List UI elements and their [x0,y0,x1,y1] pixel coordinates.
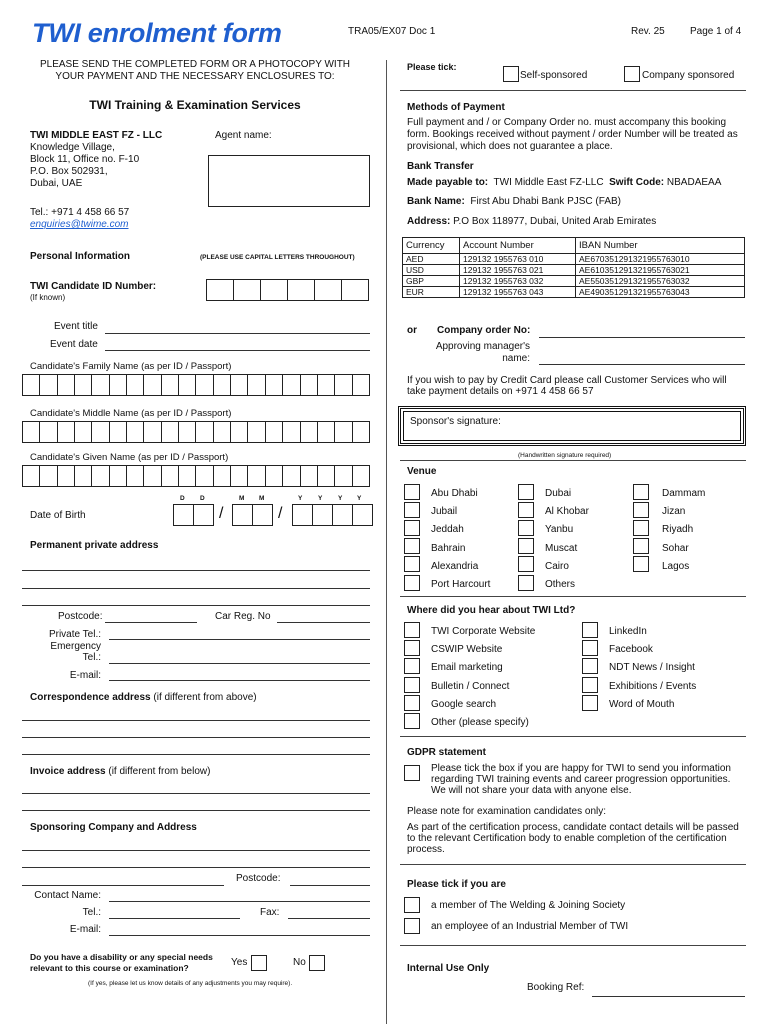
bank-cell: AE670351291321955763010 [576,254,745,265]
dob-letter: D [180,495,185,502]
sponsor-signature-label: Sponsor's signature: [403,411,741,441]
employee-checkbox[interactable] [404,918,420,934]
permanent-address-line[interactable] [22,605,370,606]
internal-use-heading: Internal Use Only [407,963,490,974]
venue-checkbox[interactable] [518,484,534,500]
bank-cell: 129132 1955763 010 [460,254,576,265]
venue-label: Sohar [662,543,689,554]
invoice-note: (if different from below) [105,766,211,777]
venue-checkbox[interactable] [633,484,649,500]
bank-cell: USD [403,265,460,276]
dob-letter: Y [338,495,343,502]
table-row [403,265,745,276]
section-rule [400,596,746,597]
address-line: Knowledge Village, [30,142,115,153]
agent-name-box[interactable] [208,155,370,207]
fax-label: Fax: [260,907,280,918]
venue-checkbox[interactable] [518,575,534,591]
hear-label: Email marketing [431,662,503,673]
disability-question-line-2: relevant to this course or examination? [30,963,189,973]
bank-name-row [407,196,621,207]
venue-checkbox[interactable] [518,502,534,518]
self-sponsored-label: Self-sponsored [520,70,588,81]
venue-checkbox[interactable] [404,502,420,518]
venue-heading: Venue [407,466,437,477]
address-line: Dubai, UAE [30,178,83,189]
permanent-address-heading: Permanent private address [30,540,159,551]
gdpr-text [431,763,731,796]
invoice-address-line[interactable] [22,810,370,811]
bank-address-value: P.O Box 118977, Dubai, United Arab Emirates [453,216,657,227]
venue-label: Al Khobar [545,506,589,517]
signature-note: (Handwritten signature required) [518,452,612,459]
given-name-label: Candidate's Given Name (as per ID / Passport) [30,452,229,463]
hear-checkbox[interactable] [582,622,598,638]
approving-manager-label-line-1: Approving manager's [435,341,530,352]
section-rule [400,736,746,737]
event-date-label: Event date [50,339,98,350]
venue-checkbox[interactable] [404,556,420,572]
hear-heading: Where did you hear about TWI Ltd? [407,605,576,616]
company-order-label: Company order No: [437,325,531,336]
emergency-tel-label-line-1: Emergency [50,641,101,652]
venue-checkbox[interactable] [633,538,649,554]
company-name: TWI MIDDLE EAST FZ - LLC [30,130,163,141]
family-name-input[interactable] [22,374,370,396]
payable-row [407,177,721,188]
disability-no-checkbox[interactable] [309,955,325,971]
correspondence-note: (if different from above) [150,692,257,703]
if-known-note: (If known) [30,293,66,302]
sponsor-tel-input[interactable] [109,918,240,919]
sponsor-signature-box[interactable] [398,406,746,446]
company-tel: Tel.: +971 4 458 66 57 [30,207,130,218]
emergency-tel-label [30,641,101,663]
hear-label: Other (please specify) [431,717,529,728]
middle-name-label: Candidate's Middle Name (as per ID / Passport) [30,408,232,419]
form-title: TWI enrolment form [32,18,282,48]
fax-input[interactable] [288,918,370,919]
gdpr-text-line: regarding TWI training events and career progression opportunities. [431,774,731,785]
column-divider [386,60,387,1024]
contact-name-input[interactable] [109,901,370,902]
yes-label: Yes [231,957,248,968]
exam-note: Please note for examination candidates only: [407,806,607,817]
sponsoring-address-line[interactable] [22,850,370,851]
hear-label: Google search [431,699,497,710]
doc-ref: TRA05/EX07 Doc 1 [348,26,436,37]
section-rule [400,945,746,946]
middle-name-input[interactable] [22,421,370,443]
sponsor-postcode-input[interactable] [290,885,370,886]
bank-table [402,237,745,298]
invoice-heading [30,766,210,777]
sponsor-postcode-label: Postcode: [236,873,281,884]
venue-label: Riyadh [662,524,694,535]
venue-checkbox[interactable] [633,520,649,536]
disability-yes-checkbox[interactable] [251,955,267,971]
bank-cell: GBP [403,276,460,287]
sponsoring-heading: Sponsoring Company and Address [30,822,197,833]
venue-label: Port Harcourt [431,579,491,590]
company-sponsored-checkbox[interactable] [624,66,640,82]
sponsor-tel-label: Tel.: [82,907,101,918]
booking-ref-input[interactable] [592,996,745,997]
dob-letter: M [239,495,245,502]
methods-text-line: form. Bookings received without payment / order Number will be treated as [407,129,738,140]
car-reg-label: Car Reg. No [215,611,271,622]
bank-cell: EUR [403,287,460,298]
bank-address-row [407,216,656,227]
approving-manager-label-line-2: name: [502,353,530,364]
table-row [403,287,745,298]
dob-separator: / [219,505,224,522]
self-sponsored-checkbox[interactable] [503,66,519,82]
correspondence-address-line[interactable] [22,737,370,738]
bank-name-label: Bank Name: [407,196,465,207]
certification-line: to the relevant Certification body to enable completion of the certification [407,833,727,844]
venue-checkbox[interactable] [633,556,649,572]
sponsor-email-label: E-mail: [69,924,101,935]
venue-label: Yanbu [545,524,574,535]
candidate-id-label: TWI Candidate ID Number: [30,281,157,292]
send-instruction-line-1: PLEASE SEND THE COMPLETED FORM OR A PHOTOCOPY WITH [39,59,351,70]
hear-checkbox[interactable] [404,622,420,638]
hear-label: Exhibitions / Events [609,681,697,692]
venue-checkbox[interactable] [518,520,534,536]
event-title-label: Event title [54,321,98,332]
hear-checkbox[interactable] [404,695,420,711]
bank-col-header: Account Number [460,238,576,254]
invoice-address-line[interactable] [22,793,370,794]
swift-value: NBADAEAA [666,177,722,188]
no-label: No [293,957,306,968]
dob-label: Date of Birth [30,510,86,521]
certification-line: As part of the certification process, candidate contact details will be passed [407,822,739,833]
hear-checkbox[interactable] [404,658,420,674]
dob-letter: Y [298,495,303,502]
hear-checkbox[interactable] [582,658,598,674]
hear-checkbox[interactable] [404,640,420,656]
services-heading: TWI Training & Examination Services [89,98,301,112]
methods-text [407,117,738,153]
address-line: Block 11, Office no. F-10 [30,154,140,165]
emergency-tel-label-line-2: Tel.: [82,652,101,663]
event-date-input[interactable] [105,350,370,351]
hear-checkbox[interactable] [404,713,420,729]
private-tel-input[interactable] [109,639,370,640]
swift-label: Swift Code: [609,177,665,188]
gdpr-checkbox[interactable] [404,765,420,781]
bank-cell: 129132 1955763 021 [460,265,576,276]
gdpr-text-line: We will not share your data with anyone else. [431,785,632,796]
credit-card-text [407,375,727,397]
member-checkbox[interactable] [404,897,420,913]
employee-label: an employee of an Industrial Member of TWI [431,921,629,932]
company-sponsored-label: Company sponsored [642,70,735,81]
table-row [403,276,745,287]
dob-letter: Y [318,495,323,502]
gdpr-text-line: Please tick the box if you are happy for TWI to send you information [431,763,731,774]
page-number: Page 1 of 4 [690,26,742,37]
disability-question [30,952,213,974]
hear-label: NDT News / Insight [609,662,695,673]
venue-checkbox[interactable] [518,538,534,554]
bank-cell: 129132 1955763 032 [460,276,576,287]
dob-letter: D [200,495,205,502]
disability-note: (If yes, please let us know details of any adjustments you may require). [88,980,293,987]
methods-text-line: Full payment and / or Company Order no. must accompany this booking [407,117,727,128]
bank-table-header [403,238,745,254]
car-reg-input[interactable] [277,622,370,623]
payable-label: Made payable to: [407,177,489,188]
bank-address-label: Address: [407,216,451,227]
venue-label: Muscat [545,543,578,554]
bank-cell: AE610351291321955763021 [576,265,745,276]
venue-checkbox[interactable] [404,538,420,554]
sponsoring-address-line[interactable] [22,867,370,868]
credit-card-line: take payment details on +971 4 458 66 57 [407,386,594,397]
venue-label: Dammam [662,488,706,499]
table-row [403,254,745,265]
hear-label: LinkedIn [609,626,647,637]
event-title-input[interactable] [105,333,370,334]
bank-cell: 129132 1955763 043 [460,287,576,298]
address-line: P.O. Box 502931, [30,166,108,177]
methods-heading: Methods of Payment [407,102,505,113]
email-input[interactable] [109,680,370,681]
revision: Rev. 25 [631,26,665,37]
certification-text [407,822,739,855]
section-rule [400,864,746,865]
send-instruction [20,59,370,83]
venue-label: Bahrain [431,543,466,554]
venue-label: Cairo [545,561,569,572]
venue-label: Alexandria [431,561,479,572]
permanent-address-line[interactable] [22,588,370,589]
sponsor-email-input[interactable] [109,935,370,936]
correspondence-address-line[interactable] [22,720,370,721]
personal-info-heading: Personal Information [30,251,131,262]
family-name-label: Candidate's Family Name (as per ID / Passport) [30,361,232,372]
venue-label: Jeddah [431,524,464,535]
bank-cell: AE550351291321955763032 [576,276,745,287]
hear-label: Word of Mouth [609,699,675,710]
venue-checkbox[interactable] [404,575,420,591]
bank-cell: AE490351291321955763043 [576,287,745,298]
venue-label: Jubail [431,506,458,517]
agent-name-label: Agent name: [215,130,272,141]
approving-manager-input[interactable] [539,364,745,365]
emergency-tel-input[interactable] [109,663,370,664]
sponsoring-address-line[interactable] [22,885,224,886]
venue-label: Others [545,579,576,590]
hear-checkbox[interactable] [404,677,420,693]
permanent-address-line[interactable] [22,570,370,571]
send-instruction-line-2: YOUR PAYMENT AND THE NECESSARY ENCLOSURES TO: [55,71,335,82]
tick-if-heading: Please tick if you are [407,879,506,890]
company-email-link[interactable]: enquiries@twime.com [30,219,129,230]
bank-col-header: IBAN Number [576,238,745,254]
hear-label: Bulletin / Connect [431,681,510,692]
member-label: a member of The Welding & Joining Society [431,900,626,911]
venue-label: Dubai [545,488,572,499]
hear-label: TWI Corporate Website [431,626,536,637]
company-order-input[interactable] [539,337,745,338]
bank-name-value: First Abu Dhabi Bank PJSC (FAB) [470,196,621,207]
dob-month-input[interactable] [232,504,273,526]
correspondence-heading [30,692,257,703]
correspondence-title: Correspondence address [30,692,151,703]
postcode-input[interactable] [105,622,197,623]
capitals-note: (PLEASE USE CAPITAL LETTERS THROUGHOUT) [200,254,355,261]
section-rule [400,460,746,461]
venue-checkbox[interactable] [518,556,534,572]
venue-label: Abu Dhabi [431,488,478,499]
hear-label: CSWIP Website [431,644,503,655]
dob-day-input[interactable] [173,504,214,526]
hear-checkbox[interactable] [582,695,598,711]
venue-checkbox[interactable] [404,520,420,536]
correspondence-address-line[interactable] [22,754,370,755]
email-label: E-mail: [69,670,101,681]
private-tel-label: Private Tel.: [48,629,101,640]
booking-ref-label: Booking Ref: [527,982,585,993]
company-address-block [30,130,162,190]
hear-label: Facebook [609,644,653,655]
dob-separator: / [278,505,283,522]
hear-checkbox[interactable] [582,640,598,656]
or-label: or [407,325,417,336]
venue-checkbox[interactable] [404,484,420,500]
venue-label: Lagos [662,561,690,572]
postcode-label: Postcode: [58,611,103,622]
contact-name-label: Contact Name: [34,890,101,901]
given-name-input[interactable] [22,465,370,487]
credit-card-line: If you wish to pay by Credit Card please call Customer Services who will [407,375,727,386]
dob-letter: M [259,495,265,502]
bank-transfer-heading: Bank Transfer [407,161,474,172]
venue-label: Jizan [662,506,686,517]
payable-value: TWI Middle East FZ-LLC [493,177,604,188]
dob-year-input[interactable] [292,504,373,526]
invoice-title: Invoice address [30,766,106,777]
approving-manager-label [420,341,530,365]
please-tick-label: Please tick: [407,62,457,72]
disability-question-line-1: Do you have a disability or any special needs [30,952,213,962]
gdpr-heading: GDPR statement [407,747,486,758]
candidate-id-input[interactable] [206,279,369,301]
dob-letter: Y [357,495,362,502]
bank-col-header: Currency [403,238,460,254]
venue-checkbox[interactable] [633,502,649,518]
bank-cell: AED [403,254,460,265]
hear-checkbox[interactable] [582,677,598,693]
section-rule [400,90,746,91]
methods-text-line: provisional, which does not guarantee a place. [407,141,613,152]
certification-line: process. [407,844,445,855]
